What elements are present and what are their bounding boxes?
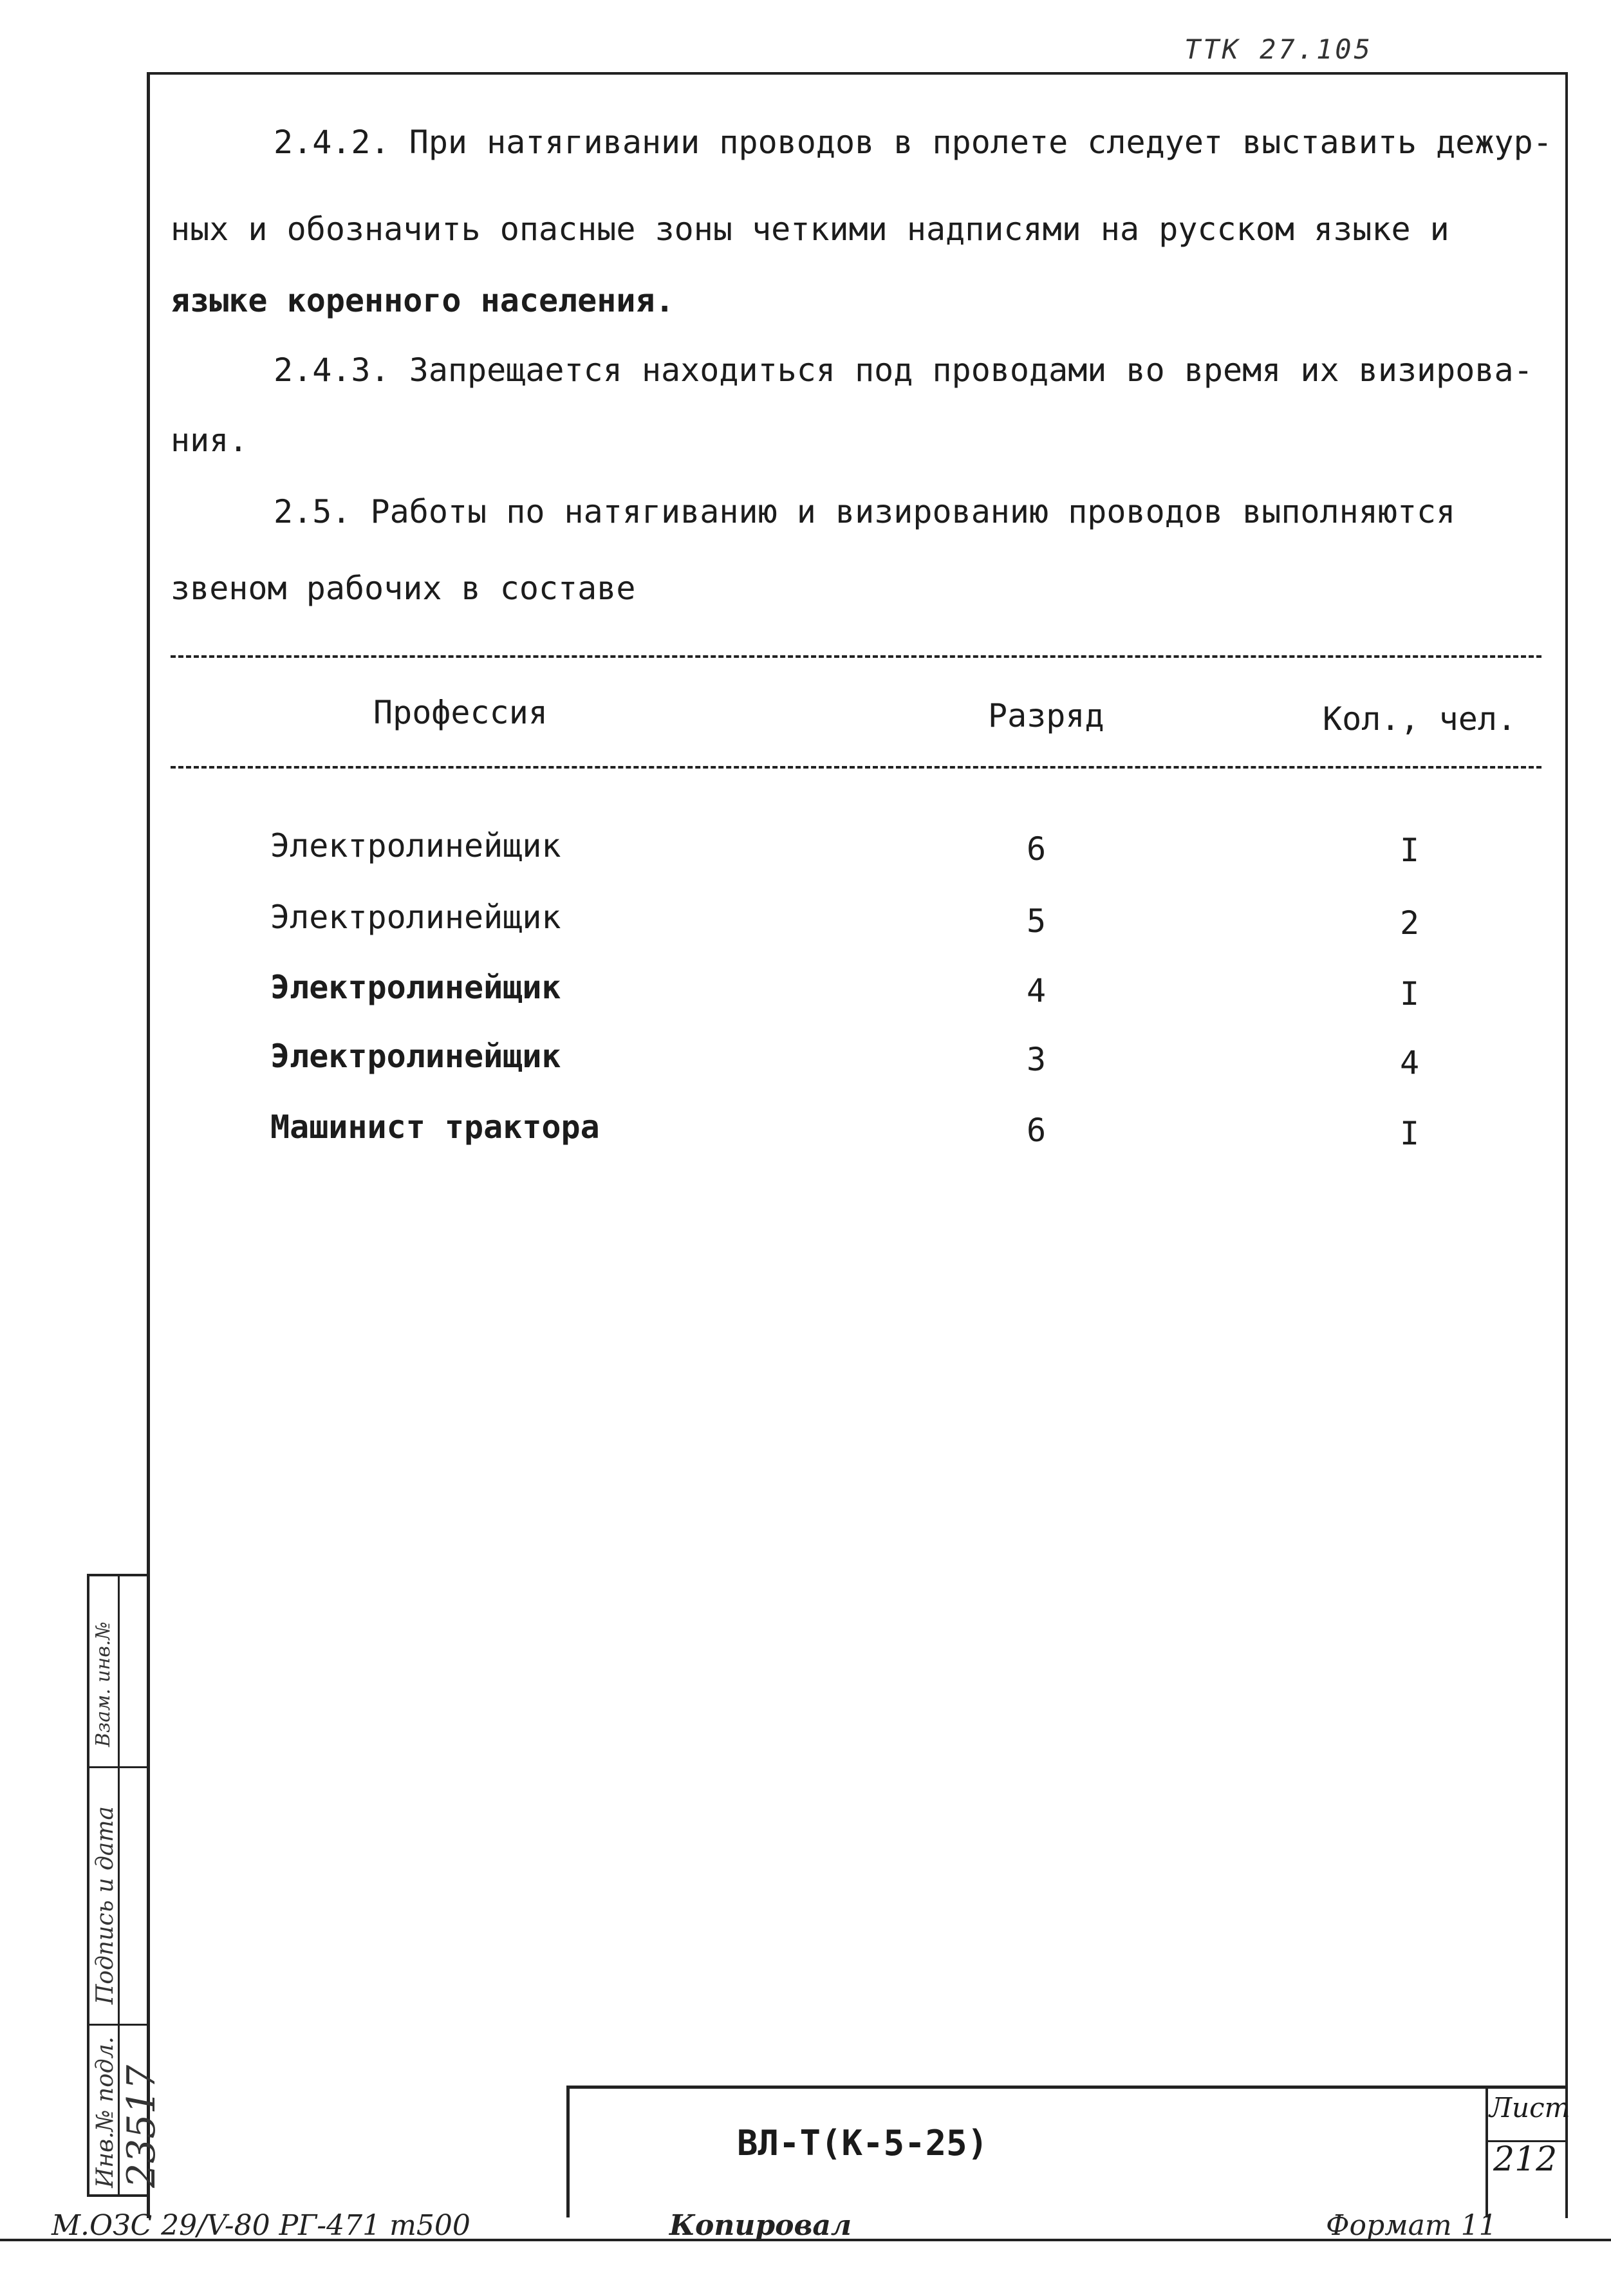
row-profession: Электролинейщик — [270, 969, 561, 1006]
row-grade: 5 — [1027, 902, 1047, 940]
margin-stamp — [87, 1574, 164, 2197]
paragraph-line: ных и обозначить опасные зоны четкими надписями на русском языке и — [171, 210, 1449, 248]
replace-label: Взам. инв.№ — [92, 1621, 115, 1747]
footer-order: М.ОЗС 29/V-80 РГ-471 т500 — [51, 2209, 470, 2242]
row-count: 2 — [1400, 904, 1420, 942]
paragraph-line: звеном рабочих в составе — [171, 570, 636, 607]
inv-label: Инв.№ подл. — [92, 2036, 118, 2188]
paragraph-line: языке коренного населения. — [171, 282, 675, 319]
paragraph-line: ния. — [171, 422, 248, 459]
row-grade: 6 — [1027, 830, 1047, 868]
row-profession: Электролинейщик — [270, 1038, 561, 1075]
paragraph-line: 2.4.3. Запрещается находиться под проводами во время их визирова- — [274, 351, 1533, 389]
document-designation: ВЛ-Т(К-5-25) — [737, 2123, 989, 2163]
row-count: 4 — [1400, 1044, 1420, 1081]
stamp-divider — [89, 1766, 149, 1768]
table-header-rule — [171, 766, 1541, 769]
stamp-divider — [89, 2024, 149, 2026]
header-grade: Разряд — [988, 697, 1104, 734]
sheet-number: 212 — [1493, 2140, 1558, 2179]
paragraph-line: 2.5. Работы по натягиванию и визированию проводов выполняются — [274, 493, 1456, 530]
paragraph-line: 2.4.2. При натягивании проводов в пролете следует выставить дежур- — [274, 124, 1552, 161]
footer-copied: Копировал — [669, 2209, 852, 2242]
sheet-label: Лист — [1489, 2092, 1570, 2123]
document-code: ТТК 27.105 — [1184, 33, 1373, 65]
sign-label: Подпись и дата — [92, 1806, 118, 2004]
row-profession: Электролинейщик — [270, 899, 561, 936]
table-top-rule — [171, 655, 1541, 658]
row-profession: Машинист трактора — [270, 1108, 600, 1146]
header-profession: Профессия — [373, 694, 548, 731]
row-grade: 4 — [1027, 972, 1047, 1009]
row-count: I — [1400, 975, 1420, 1013]
header-count: Кол., чел. — [1323, 700, 1517, 738]
row-count: I — [1400, 1115, 1420, 1152]
row-profession: Электролинейщик — [270, 827, 561, 864]
row-count: I — [1400, 832, 1420, 869]
row-grade: 3 — [1027, 1041, 1047, 1078]
title-block — [566, 2086, 1565, 2217]
footer-format: Формат 11 — [1326, 2209, 1497, 2242]
row-grade: 6 — [1027, 1112, 1047, 1149]
inv-number: 23517 — [119, 2065, 164, 2188]
